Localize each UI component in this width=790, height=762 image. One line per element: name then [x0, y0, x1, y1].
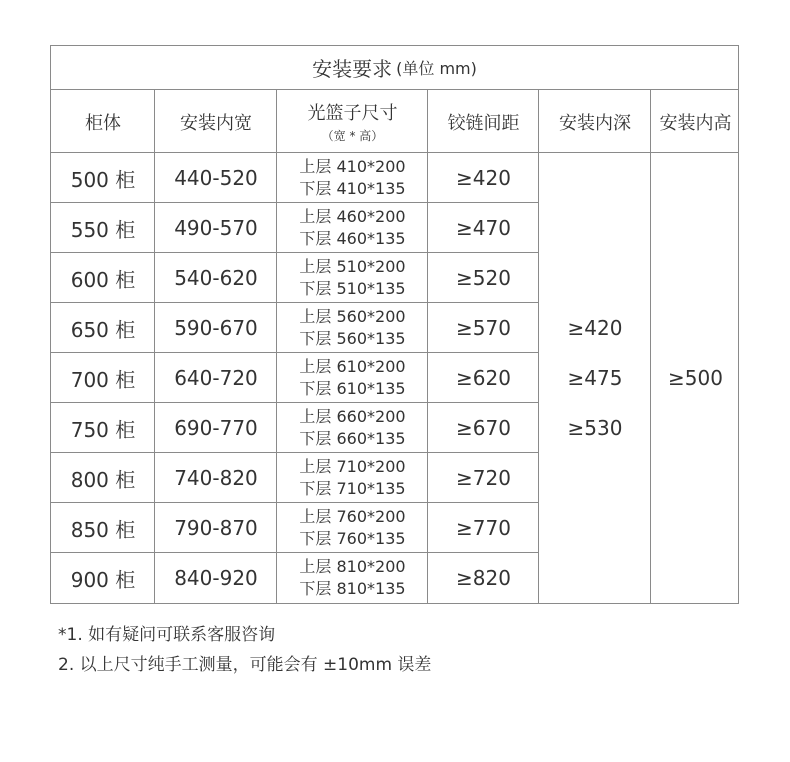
- install-width-cell: 540-620: [174, 266, 258, 290]
- notes: [58, 620, 431, 680]
- install-width-cell: 640-720: [174, 366, 258, 390]
- lower-basket-size: 下层 710*135: [299, 479, 406, 498]
- upper-basket-size: 上层 660*200: [299, 407, 406, 426]
- cabinet-cell: 800 柜: [70, 467, 136, 492]
- hinge-spacing-cell: ≥570: [456, 316, 511, 340]
- install-height-value: ≥500: [668, 366, 723, 390]
- basket-size-cell: [277, 253, 428, 303]
- cabinet-cell: 650 柜: [70, 317, 136, 342]
- hinge-spacing-cell: ≥420: [456, 166, 511, 190]
- lower-basket-size: 下层 560*135: [299, 329, 406, 348]
- lower-basket-size: 下层 610*135: [299, 379, 406, 398]
- cabinet-cell: 850 柜: [70, 517, 136, 542]
- basket-size-cell: [277, 403, 428, 453]
- install-height-merged-cell: [651, 153, 740, 603]
- hinge-spacing-cell: ≥720: [456, 466, 511, 490]
- upper-basket-size: 上层 460*200: [299, 207, 406, 226]
- table-title: 安装要求: [312, 57, 393, 81]
- basket-size-cell: [277, 203, 428, 253]
- install-depth-value: ≥420: [567, 316, 623, 340]
- basket-size-cell: [277, 153, 428, 203]
- basket-size-cell: [277, 553, 428, 603]
- note-line: *1. 如有疑问可联系客服咨询: [58, 625, 276, 645]
- hinge-spacing-cell: ≥620: [456, 366, 511, 390]
- cabinet-cell: 900 柜: [70, 567, 136, 592]
- header-label: 光篮子尺寸: [307, 103, 398, 124]
- installation-requirements-table: [50, 45, 739, 604]
- header-install-depth: [539, 90, 651, 153]
- header-hinge-spacing: [428, 90, 539, 153]
- cabinet-cell: 600 柜: [70, 267, 136, 292]
- header-label: 铰链间距: [447, 112, 520, 134]
- install-width-cell: 490-570: [174, 216, 258, 240]
- lower-basket-size: 下层 460*135: [299, 229, 406, 248]
- lower-basket-size: 下层 510*135: [299, 279, 406, 298]
- cabinet-cell: 700 柜: [70, 367, 136, 392]
- header-label: 安装内宽: [180, 112, 252, 134]
- lower-basket-size: 下层 660*135: [299, 429, 406, 448]
- upper-basket-size: 上层 760*200: [299, 507, 406, 526]
- hinge-spacing-cell: ≥670: [456, 416, 511, 440]
- upper-basket-size: 上层 710*200: [299, 457, 406, 476]
- install-depth-merged-cell: [539, 153, 651, 603]
- cabinet-cell: 500 柜: [70, 167, 136, 192]
- cabinet-cell: 550 柜: [70, 217, 136, 242]
- hinge-spacing-cell: ≥820: [456, 566, 511, 590]
- basket-size-cell: [277, 303, 428, 353]
- header-label: 柜体: [85, 112, 121, 134]
- cabinet-cell: 750 柜: [70, 417, 136, 442]
- basket-size-cell: [277, 353, 428, 403]
- header-install-width: [155, 90, 277, 153]
- install-width-cell: 740-820: [174, 466, 258, 490]
- lower-basket-size: 下层 810*135: [299, 579, 406, 598]
- header-label: 安装内高: [659, 112, 732, 134]
- header-sublabel: （宽 * 高）: [321, 129, 384, 143]
- header-install-height: [651, 90, 740, 153]
- upper-basket-size: 上层 610*200: [299, 357, 406, 376]
- hinge-spacing-cell: ≥470: [456, 216, 511, 240]
- header-cabinet: [51, 90, 155, 153]
- upper-basket-size: 上层 560*200: [299, 307, 406, 326]
- install-depth-value: ≥530: [567, 416, 623, 440]
- note-line: 2. 以上尺寸纯手工测量，可能会有 ±10mm 误差: [58, 655, 432, 675]
- table-title-row: [51, 46, 738, 90]
- lower-basket-size: 下层 760*135: [299, 529, 406, 548]
- hinge-spacing-cell: ≥770: [456, 516, 511, 540]
- install-width-cell: 790-870: [174, 516, 258, 540]
- install-width-cell: 590-670: [174, 316, 258, 340]
- upper-basket-size: 上层 410*200: [299, 157, 406, 176]
- header-basket-size: [277, 90, 428, 153]
- header-label: 安装内深: [559, 112, 631, 134]
- install-width-cell: 840-920: [174, 566, 258, 590]
- upper-basket-size: 上层 510*200: [299, 257, 406, 276]
- install-width-cell: 690-770: [174, 416, 258, 440]
- basket-size-cell: [277, 503, 428, 553]
- table-unit: (单位 mm): [396, 59, 477, 78]
- install-width-cell: 440-520: [174, 166, 258, 190]
- basket-size-cell: [277, 453, 428, 503]
- upper-basket-size: 上层 810*200: [299, 557, 406, 576]
- hinge-spacing-cell: ≥520: [456, 266, 511, 290]
- lower-basket-size: 下层 410*135: [299, 179, 406, 198]
- install-depth-value: ≥475: [567, 366, 623, 390]
